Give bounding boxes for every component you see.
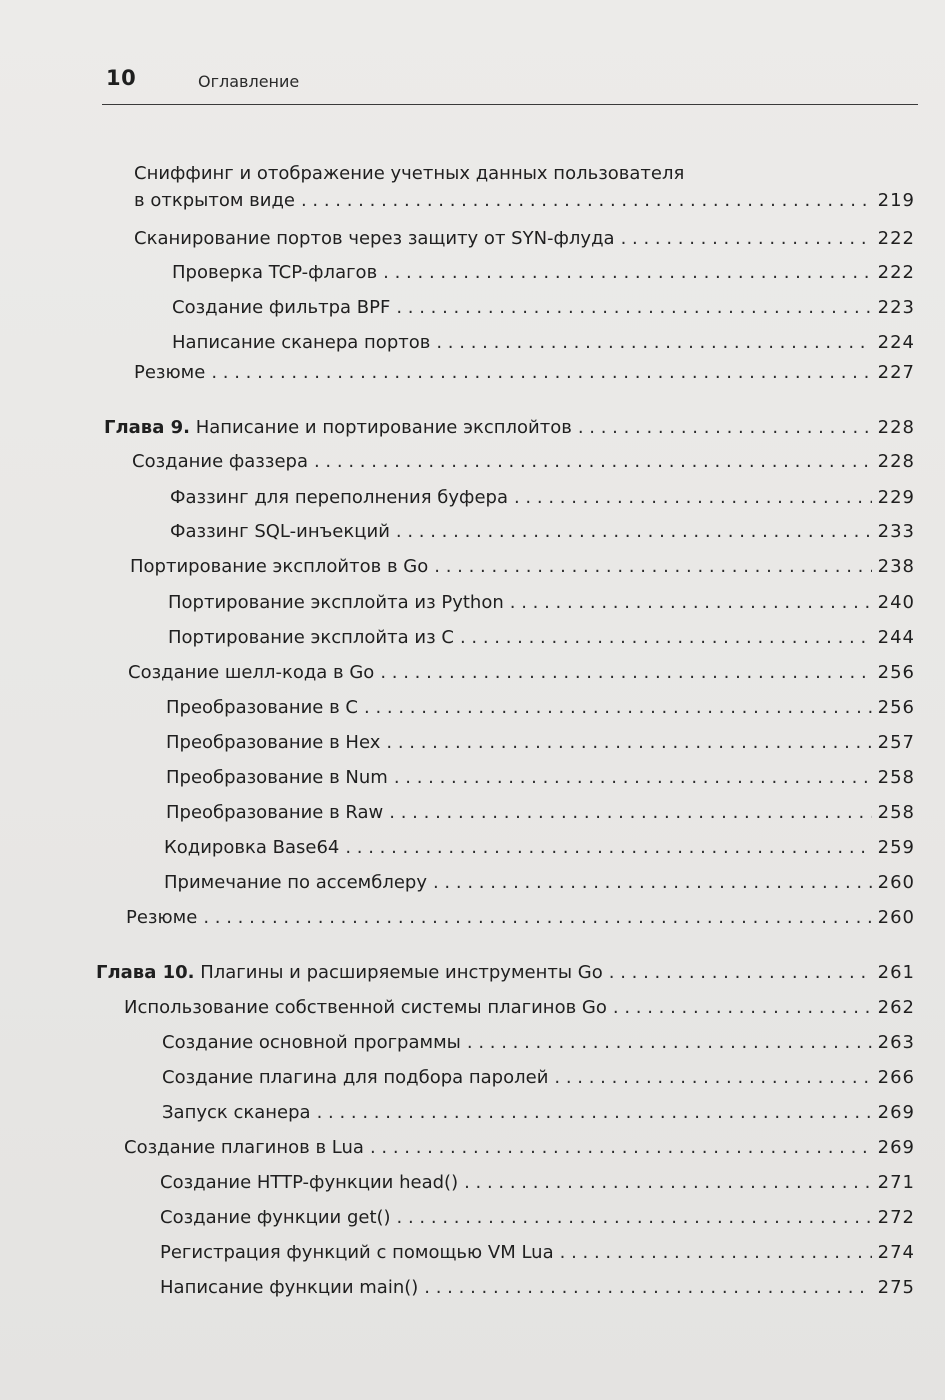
- toc-entry: [160, 1242, 915, 1272]
- toc-entry: [172, 262, 915, 292]
- toc-entry: [124, 997, 915, 1027]
- toc-entry-title: Создание плагина для подбора паролей: [162, 1067, 549, 1088]
- toc-page-number: 229: [877, 487, 915, 508]
- toc-page-number: 244: [877, 627, 915, 648]
- dot-leader: [464, 1172, 872, 1193]
- toc-entry: [132, 451, 915, 481]
- dot-leader: [317, 1102, 872, 1123]
- toc-page-number: 224: [877, 332, 915, 353]
- dot-leader: [383, 262, 871, 283]
- dot-leader: [211, 362, 871, 383]
- toc-entry-title: Сниффинг и отображение учетных данных пользователя: [134, 163, 685, 184]
- toc-entry: [172, 297, 915, 327]
- dot-leader: [301, 190, 872, 211]
- toc-page-number: 269: [877, 1137, 915, 1158]
- dot-leader: [434, 556, 871, 577]
- toc-entry-title: Создание фаззера: [132, 451, 308, 472]
- dot-leader: [467, 1032, 872, 1053]
- toc-entry: [166, 767, 915, 797]
- dot-leader: [560, 1242, 872, 1263]
- dot-leader: [514, 487, 872, 508]
- toc-page-number: 263: [877, 1032, 915, 1053]
- toc-entry-title: Преобразование в Num: [166, 767, 388, 788]
- toc-entry-title: в открытом виде: [134, 190, 295, 211]
- dot-leader: [510, 592, 872, 613]
- toc-entry: [134, 163, 684, 193]
- dot-leader: [613, 997, 872, 1018]
- dot-leader: [314, 451, 872, 472]
- toc-entry: [164, 872, 915, 902]
- toc-entry-title: Фаззинг для переполнения буфера: [170, 487, 508, 508]
- toc-chapter: [104, 417, 915, 447]
- chapter-title: Плагины и расширяемые инструменты Go: [200, 962, 603, 983]
- toc-entry-title: Написание функции main(): [160, 1277, 419, 1298]
- toc-entry: [124, 1137, 915, 1167]
- dot-leader: [424, 1277, 871, 1298]
- toc-entry: [168, 627, 915, 657]
- toc-entry: [162, 1032, 915, 1062]
- toc-entry-title: Создание функции get(): [160, 1207, 391, 1228]
- toc-page-number: 269: [877, 1102, 915, 1123]
- toc-entry-title: Преобразование в Hex: [166, 732, 381, 753]
- toc-page-number: 222: [877, 228, 915, 249]
- toc-page-number: 260: [877, 872, 915, 893]
- toc-page-number: 257: [877, 732, 915, 753]
- toc-page-number: 260: [877, 907, 915, 928]
- toc-page-number: 240: [877, 592, 915, 613]
- dot-leader: [578, 417, 872, 438]
- toc-entry-title: Фаззинг SQL-инъекций: [170, 521, 390, 542]
- toc-page-number: 222: [877, 262, 915, 283]
- dot-leader: [364, 697, 872, 718]
- toc-entry-title: Регистрация функций с помощью VM Lua: [160, 1242, 554, 1263]
- dot-leader: [203, 907, 871, 928]
- toc-page-number: 219: [877, 190, 915, 211]
- toc-page-number: 228: [877, 451, 915, 472]
- toc-entry-title: Создание шелл-кода в Go: [128, 662, 375, 683]
- toc-entry-title: Создание фильтра BPF: [172, 297, 391, 318]
- toc-entry: [160, 1207, 915, 1237]
- toc-page-number: 274: [877, 1242, 915, 1263]
- toc-entry-title: Написание сканера портов: [172, 332, 431, 353]
- toc-entry: [168, 592, 915, 622]
- chapter-title: Написание и портирование эксплойтов: [195, 417, 572, 438]
- toc-page-number: 271: [877, 1172, 915, 1193]
- toc-entry-title: Использование собственной системы плагинов Go: [124, 997, 607, 1018]
- toc-entry: [160, 1277, 915, 1307]
- toc-entry: [162, 1067, 915, 1097]
- toc-entry: [134, 362, 915, 392]
- toc-chapter: [96, 962, 915, 992]
- toc-page-number: 256: [877, 697, 915, 718]
- toc-entry: [170, 521, 915, 551]
- toc-page-number: 227: [877, 362, 915, 383]
- toc-page-number: 266: [877, 1067, 915, 1088]
- dot-leader: [436, 332, 871, 353]
- dot-leader: [370, 1137, 872, 1158]
- toc-page-number: 261: [877, 962, 915, 983]
- toc-entry: [130, 556, 915, 586]
- running-title: Оглавление: [198, 72, 300, 91]
- toc-entry-title: Резюме: [126, 907, 198, 928]
- toc-page-number: 272: [877, 1207, 915, 1228]
- toc-entry-title: Преобразование в Raw: [166, 802, 384, 823]
- toc-page-number: 262: [877, 997, 915, 1018]
- dot-leader: [554, 1067, 871, 1088]
- toc-entry: [164, 837, 915, 867]
- toc-entry-title: Портирование эксплойта из Python: [168, 592, 504, 613]
- toc-entry: [134, 190, 915, 220]
- toc-entry: [134, 228, 915, 258]
- dot-leader: [380, 662, 871, 683]
- toc-page-number: 275: [877, 1277, 915, 1298]
- toc-entry-title: Создание основной программы: [162, 1032, 461, 1053]
- chapter-label: Глава 10.: [96, 962, 195, 983]
- toc-page-number: 228: [877, 417, 915, 438]
- toc-entry: [128, 662, 915, 692]
- toc-entry: [172, 332, 915, 362]
- page-number: 10: [106, 66, 137, 90]
- toc-entry-title: Резюме: [134, 362, 206, 383]
- toc-entry: [166, 802, 915, 832]
- dot-leader: [621, 228, 872, 249]
- toc-entry-title: [96, 962, 603, 983]
- toc-entry-title: Сканирование портов через защиту от SYN-флуда: [134, 228, 615, 249]
- chapter-label: Глава 9.: [104, 417, 190, 438]
- toc-page-number: 223: [877, 297, 915, 318]
- toc-entry-title: [104, 417, 572, 438]
- dot-leader: [460, 627, 872, 648]
- toc-entry-title: Запуск сканера: [162, 1102, 311, 1123]
- toc-entry: [160, 1172, 915, 1202]
- toc-entry: [166, 732, 915, 762]
- toc-entry: [162, 1102, 915, 1132]
- toc-page-number: 233: [877, 521, 915, 542]
- toc-entry-title: Создание HTTP-функции head(): [160, 1172, 459, 1193]
- dot-leader: [397, 1207, 872, 1228]
- toc-entry: [126, 907, 915, 937]
- toc-entry-title: Портирование эксплойта из C: [168, 627, 454, 648]
- toc-entry-title: Примечание по ассемблеру: [164, 872, 427, 893]
- toc-entry: [170, 487, 915, 517]
- dot-leader: [394, 767, 872, 788]
- dot-leader: [389, 802, 871, 823]
- toc-page-number: 238: [877, 556, 915, 577]
- toc-entry-title: Преобразование в C: [166, 697, 358, 718]
- dot-leader: [433, 872, 872, 893]
- toc-entry: [166, 697, 915, 727]
- toc-entry-title: Портирование эксплойтов в Go: [130, 556, 429, 577]
- dot-leader: [396, 521, 872, 542]
- dot-leader: [609, 962, 872, 983]
- toc-entry-title: Проверка TCP-флагов: [172, 262, 378, 283]
- toc-page-number: 256: [877, 662, 915, 683]
- toc-entry-title: Кодировка Base64: [164, 837, 340, 858]
- dot-leader: [396, 297, 871, 318]
- dot-leader: [345, 837, 871, 858]
- dot-leader: [386, 732, 871, 753]
- toc-page-number: 259: [877, 837, 915, 858]
- toc-page-number: 258: [877, 767, 915, 788]
- toc-entry-title: Создание плагинов в Lua: [124, 1137, 364, 1158]
- toc-page-number: 258: [877, 802, 915, 823]
